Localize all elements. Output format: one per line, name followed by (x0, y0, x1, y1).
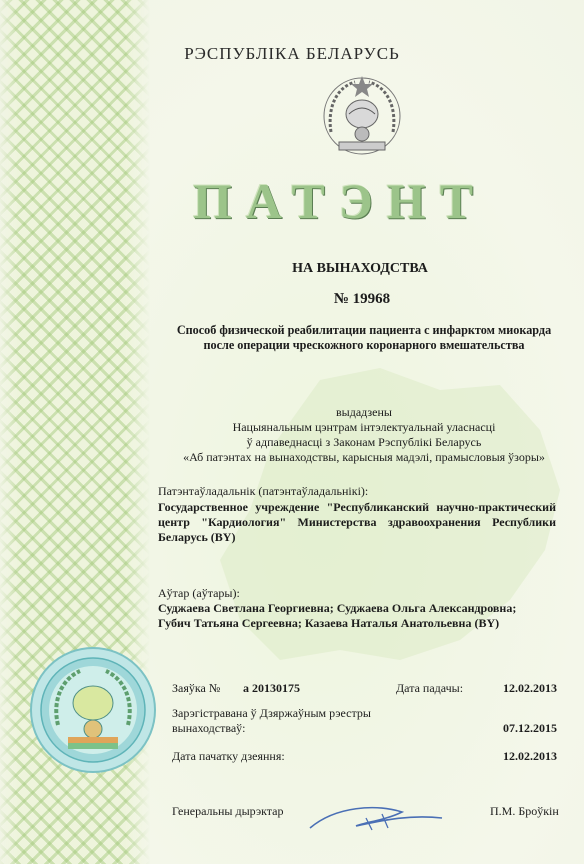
registration-label-2: вынаходстваў: (172, 721, 246, 735)
filing-date-label: Дата падачы: (396, 681, 464, 695)
application-number: a 20130175 (243, 681, 300, 695)
signature-icon (306, 800, 446, 836)
invention-title-line: Способ физической реабилитации пациента с инфарктом миокарда (176, 323, 552, 337)
patent-number: № 19968 (333, 291, 391, 307)
patent-title: ПАТЭНТ (192, 173, 488, 229)
application-label: Заяўка № (172, 681, 221, 695)
issued-line: Нацыянальным цэнтрам інтэлектуальнай уласнасці (232, 420, 496, 434)
invention-title (158, 323, 570, 353)
holder-text: Государственное учреждение "Республиканский научно-практический центр "Кардиология" Министерства здравоохранения Республики Беларусь (BY) (158, 500, 556, 544)
validity-label: Дата пачатку дзеяння: (172, 749, 285, 763)
authors-list (158, 601, 583, 631)
issued-line: ў адпаведнасці з Законам Рэспублікі Беларусь (246, 435, 482, 449)
issued-by-block (158, 405, 570, 465)
holder-label: Патэнтаўладальнік (патэнтаўладальнікі): (158, 484, 369, 498)
registration-date-value: 07.12.2015 (503, 721, 557, 735)
patent-subtitle: НА ВЫНАХОДСТВА (292, 261, 428, 276)
director-name: П.М. Броўкін (490, 804, 559, 818)
registration-label: Зарэгістравана ў Дзяржаўным рэестры (172, 706, 371, 720)
issued-line: выдадзены (336, 405, 392, 419)
country-header: РЭСПУБЛІКА БЕЛАРУСЬ (184, 44, 400, 63)
validity-date-value: 12.02.2013 (503, 749, 557, 763)
issued-line: «Аб патэнтах на вынаходствы, карысныя мадэлі, прамысловыя ўзоры» (183, 450, 545, 464)
authors-label: Аўтар (аўтары): (158, 586, 240, 600)
invention-title-line: после операции чрескожного коронарного вмешательства (203, 338, 525, 352)
hologram-seal-icon (28, 645, 158, 775)
director-label: Генеральны дырэктар (172, 804, 284, 818)
authors-line: Губич Татьяна Сергеевна; Казаева Наталья Анатольевна (BY) (158, 616, 500, 630)
filing-date-value: 12.02.2013 (503, 681, 557, 695)
coat-of-arms-icon (317, 72, 407, 160)
authors-line: Суджаева Светлана Георгиевна; Суджаева Ольга Александровна; (158, 601, 517, 615)
